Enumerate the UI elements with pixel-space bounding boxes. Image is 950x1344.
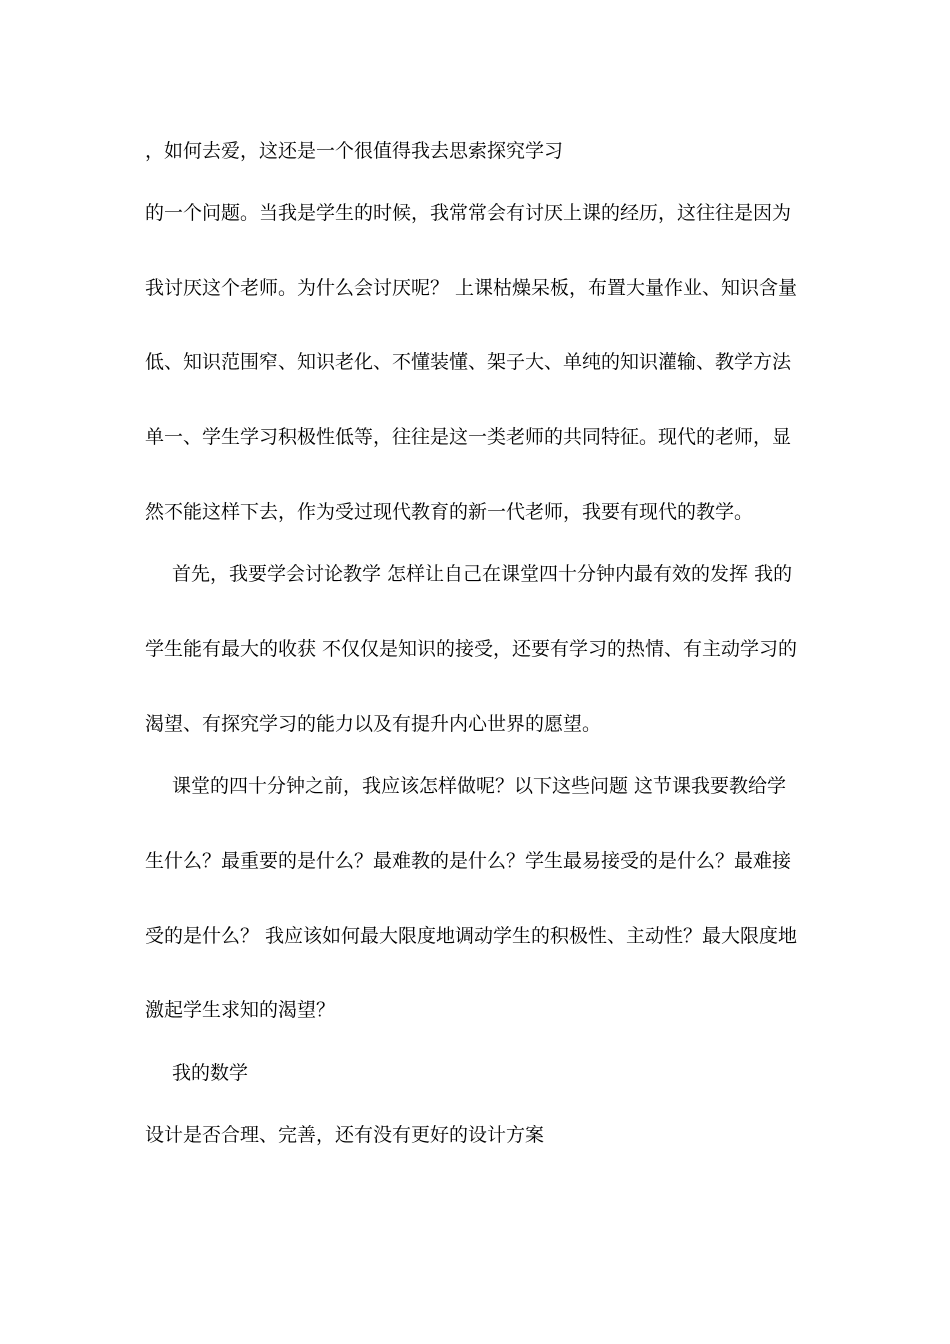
- text-line: 设计是否合理、完善，还有没有更好的设计方案: [145, 1124, 545, 1146]
- paragraph-start-line: 课堂的四十分钟之前，我应该怎样做呢？以下这些问题 这节课我要教给学: [172, 775, 787, 797]
- text-line: 然不能这样下去，作为受过现代教育的新一代老师，我要有现代的教学。: [145, 501, 754, 523]
- text-line: ，如何去爱，这还是一个很值得我去思索探究学习: [145, 140, 564, 162]
- text-line: 的一个问题。当我是学生的时候，我常常会有讨厌上课的经历，这往往是因为: [145, 202, 792, 224]
- paragraph-start-line: 我的数学: [172, 1062, 249, 1084]
- text-line: 低、知识范围窄、知识老化、不懂装懂、架子大、单纯的知识灌输、教学方法: [145, 351, 792, 373]
- text-line: 生什么？最重要的是什么？最难教的是什么？学生最易接受的是什么？最难接: [145, 850, 792, 872]
- paragraph-start-line: 首先，我要学会讨论教学 怎样让自己在课堂四十分钟内最有效的发挥 我的: [172, 563, 793, 585]
- text-line: 单一、学生学习积极性低等，往往是这一类老师的共同特征。现代的老师，显: [145, 426, 792, 448]
- text-line: 渴望、有探究学习的能力以及有提升内心世界的愿望。: [145, 713, 602, 735]
- text-line: 受的是什么？ 我应该如何最大限度地调动学生的积极性、主动性？最大限度地: [145, 925, 798, 947]
- text-line: 激起学生求知的渴望？: [145, 999, 336, 1021]
- text-line: 学生能有最大的收获 不仅仅是知识的接受，还要有学习的热情、有主动学习的: [145, 638, 798, 660]
- text-line: 我讨厌这个老师。为什么会讨厌呢？ 上课枯燥呆板，布置大量作业、知识含量: [145, 277, 798, 299]
